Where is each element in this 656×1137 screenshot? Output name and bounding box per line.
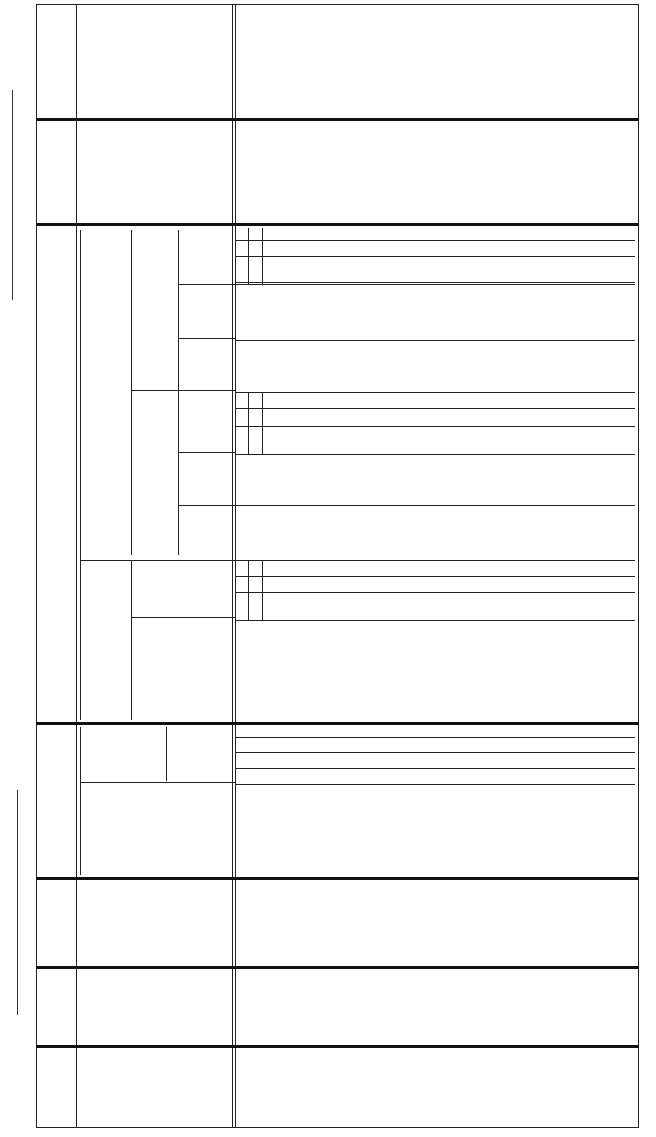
sums-inner-vl	[80, 727, 81, 875]
rec-whom-line	[235, 505, 635, 506]
war-tick-1	[248, 560, 249, 620]
war-lsd-line-1	[235, 560, 635, 561]
sums-lsd-line-1	[235, 737, 635, 738]
pay-amount-date	[178, 284, 235, 285]
rec-tick-2	[262, 392, 263, 454]
pay-lsd-line-2	[235, 256, 635, 257]
payments-receipts-divider	[131, 390, 235, 391]
rec-lsd-line-1	[235, 392, 635, 393]
account-inner-vl-2	[178, 230, 179, 555]
header-body-divider	[232, 4, 233, 1128]
rec-date-whom	[178, 505, 235, 506]
sums-lsd-vl	[166, 727, 167, 781]
rule-act-collection	[36, 223, 639, 226]
left-border	[36, 4, 37, 1128]
account-inner-vl	[131, 230, 132, 555]
pay-tick-1	[248, 228, 249, 284]
rule-case-parties	[36, 966, 639, 969]
war-tick-2	[262, 560, 263, 620]
war-lsd-line-2	[235, 576, 635, 577]
rule-sums-case	[36, 877, 639, 880]
header-body-divider-2	[235, 4, 236, 1128]
sums-to-whom-line	[235, 784, 635, 785]
sums-inner-divider	[80, 782, 235, 783]
rec-lsd-line-2	[235, 408, 635, 409]
sums-lsd-line-3	[235, 768, 635, 769]
collection-inner-left	[80, 230, 81, 720]
court-underline	[12, 90, 13, 300]
top-border	[36, 4, 639, 5]
bottom-border	[36, 1127, 639, 1128]
pay-lsd-line-3	[235, 282, 635, 283]
rec-amount-date	[178, 452, 235, 453]
rec-date-line	[235, 454, 635, 455]
rule-remarks-act	[36, 118, 639, 121]
rule-collection-sums	[36, 722, 639, 725]
pay-date-line	[235, 284, 635, 285]
warrant-account-divider	[80, 560, 235, 561]
county-underline	[17, 790, 18, 1015]
sums-lsd-line-2	[235, 752, 635, 753]
pay-date-whom	[178, 338, 235, 339]
warrant-sub-divider	[131, 617, 235, 618]
pay-tick-2	[262, 228, 263, 284]
war-lsd-line-3	[235, 592, 635, 593]
rec-tick-1	[248, 392, 249, 454]
header-subdivider	[76, 4, 77, 1128]
pay-lsd-line-1	[235, 240, 635, 241]
rule-parties-month	[36, 1045, 639, 1048]
war-amount-line	[235, 620, 635, 621]
pay-whom-line	[235, 340, 635, 341]
rec-lsd-line-3	[235, 426, 635, 427]
warrant-inner-vl	[131, 560, 132, 720]
right-border	[638, 4, 639, 1128]
